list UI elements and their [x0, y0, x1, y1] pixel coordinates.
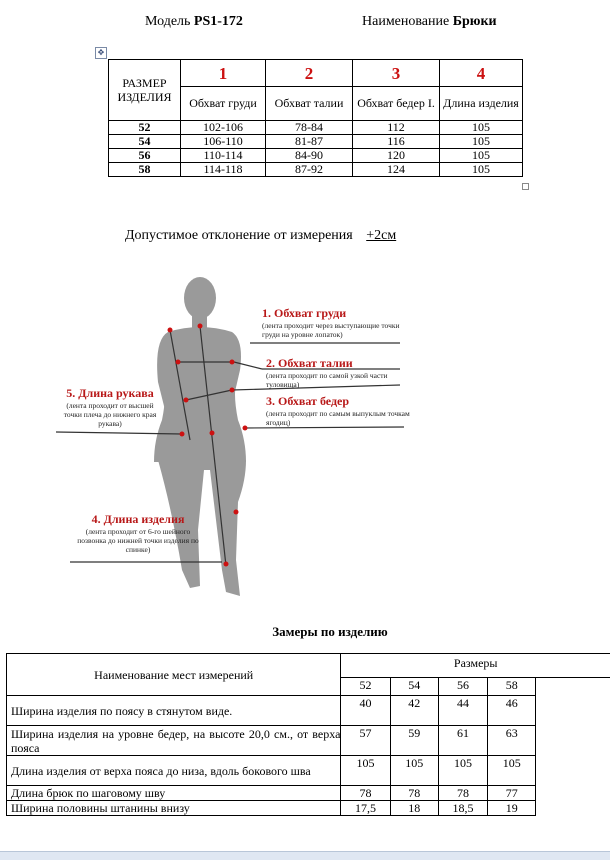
tolerance-text: Допустимое отклонение от измерения [125, 228, 353, 243]
annotation-length-title: 4. Длина изделия [74, 512, 202, 527]
measure-name-header-text: Наименование мест измерений [94, 668, 253, 682]
annotation-length [74, 512, 202, 554]
size-col-header: 58 [488, 678, 536, 696]
measure-row [7, 786, 610, 801]
size-row [109, 135, 523, 149]
measure-value: 46 [488, 696, 536, 726]
table-resize-handle-icon[interactable] [522, 183, 529, 190]
measure-name: Ширина изделия на уровне бедер, на высоте 20,0 см., от верха пояса [7, 726, 341, 756]
size-cell: 56 [109, 149, 181, 163]
size-col-header: 56 [438, 678, 487, 696]
annotation-sleeve [60, 386, 160, 428]
annotation-length-desc: (лента проходит от 6-го шейного позвонка до нижней точки изделия по спинке) [74, 527, 202, 554]
size-chart-table [108, 59, 523, 177]
empty-cell [536, 678, 610, 696]
size-cell: 52 [109, 121, 181, 135]
annotation-waist-desc: (лента проходит по самой узкой части туловища) [266, 371, 406, 389]
size-row [109, 121, 523, 135]
size-header-text: РАЗМЕР ИЗДЕЛИЯ [117, 76, 171, 104]
value-cell: 102-106 [181, 121, 266, 135]
name-label: Наименование [362, 14, 449, 29]
measure-value: 78 [341, 786, 390, 801]
measure-value: 44 [438, 696, 487, 726]
empty-cell [536, 756, 610, 786]
tolerance-value: +2см [366, 228, 396, 243]
annotation-hips [266, 394, 416, 427]
measurement-figure [0, 270, 610, 610]
size-cell: 54 [109, 135, 181, 149]
measure-value: 78 [438, 786, 487, 801]
empty-cell [536, 696, 610, 726]
annotation-sleeve-title: 5. Длина рукава [60, 386, 160, 401]
measure-value: 77 [488, 786, 536, 801]
sizes-header: Размеры [341, 654, 610, 678]
annotation-waist-title: 2. Обхват талии [266, 356, 406, 371]
measure-row [7, 801, 610, 816]
empty-cell [536, 726, 610, 756]
column-label-length: Длина изделия [440, 87, 523, 121]
value-cell: 105 [440, 163, 523, 177]
value-cell: 112 [353, 121, 440, 135]
measure-value: 17,5 [341, 801, 390, 816]
column-number-3: 3 [353, 60, 440, 87]
measure-value: 61 [438, 726, 487, 756]
value-cell: 84-90 [266, 149, 353, 163]
value-cell: 87-92 [266, 163, 353, 177]
annotation-waist [266, 356, 406, 389]
size-cell: 58 [109, 163, 181, 177]
value-cell: 124 [353, 163, 440, 177]
measure-value: 18,5 [438, 801, 487, 816]
value-cell: 120 [353, 149, 440, 163]
garment-measurements-table [6, 653, 610, 816]
value-cell: 105 [440, 121, 523, 135]
measure-name: Ширина изделия по поясу в стянутом виде. [7, 696, 341, 726]
measure-value: 19 [488, 801, 536, 816]
annotation-sleeve-desc: (лента проходит от высшей точки плеча до нижнего края рукава) [60, 401, 160, 428]
model-value: PS1-172 [194, 14, 243, 29]
annotation-chest [262, 306, 412, 339]
measure-value: 105 [438, 756, 487, 786]
size-row [109, 149, 523, 163]
value-cell: 106-110 [181, 135, 266, 149]
measure-value: 78 [390, 786, 438, 801]
size-header-cell [109, 60, 181, 121]
annotation-hips-title: 3. Обхват бедер [266, 394, 416, 409]
measure-value: 105 [390, 756, 438, 786]
measure-row [7, 696, 610, 726]
measure-row [7, 756, 610, 786]
column-label-chest: Обхват груди [181, 87, 266, 121]
measure-value: 105 [488, 756, 536, 786]
measurements-title: Замеры по изделию [0, 624, 610, 640]
measure-value: 63 [488, 726, 536, 756]
product-name-line [362, 14, 497, 30]
value-cell: 116 [353, 135, 440, 149]
empty-cell [536, 801, 610, 816]
size-row [109, 163, 523, 177]
measure-value: 105 [341, 756, 390, 786]
value-cell: 78-84 [266, 121, 353, 135]
column-number-4: 4 [440, 60, 523, 87]
name-value: Брюки [453, 14, 497, 29]
tolerance-note [125, 228, 396, 244]
value-cell: 105 [440, 135, 523, 149]
measure-name: Длина изделия от верха пояса до низа, вдоль бокового шва [7, 756, 341, 786]
column-label-waist: Обхват талии [266, 87, 353, 121]
model-line [145, 14, 243, 30]
measure-name: Ширина половины штанины внизу [7, 801, 341, 816]
value-cell: 110-114 [181, 149, 266, 163]
column-number-2: 2 [266, 60, 353, 87]
size-col-header: 52 [341, 678, 390, 696]
value-cell: 105 [440, 149, 523, 163]
size-col-header: 54 [390, 678, 438, 696]
measure-row [7, 726, 610, 756]
measure-name: Длина брюк по шаговому шву [7, 786, 341, 801]
measure-name-header [7, 654, 341, 696]
annotation-chest-desc: (лента проходит через выступающие точки груди на уровне лопаток) [262, 321, 412, 339]
column-label-hips: Обхват бедер I. [353, 87, 440, 121]
annotation-hips-desc: (лента проходит по самым выпуклым точкам ягодиц) [266, 409, 416, 427]
column-number-1: 1 [181, 60, 266, 87]
measure-value: 42 [390, 696, 438, 726]
value-cell: 81-87 [266, 135, 353, 149]
table-move-handle-icon[interactable]: ✥ [95, 47, 107, 59]
annotation-chest-title: 1. Обхват груди [262, 306, 412, 321]
value-cell: 114-118 [181, 163, 266, 177]
measure-value: 59 [390, 726, 438, 756]
measure-value: 40 [341, 696, 390, 726]
model-label: Модель [145, 14, 190, 29]
measure-value: 18 [390, 801, 438, 816]
empty-cell [536, 786, 610, 801]
measure-value: 57 [341, 726, 390, 756]
